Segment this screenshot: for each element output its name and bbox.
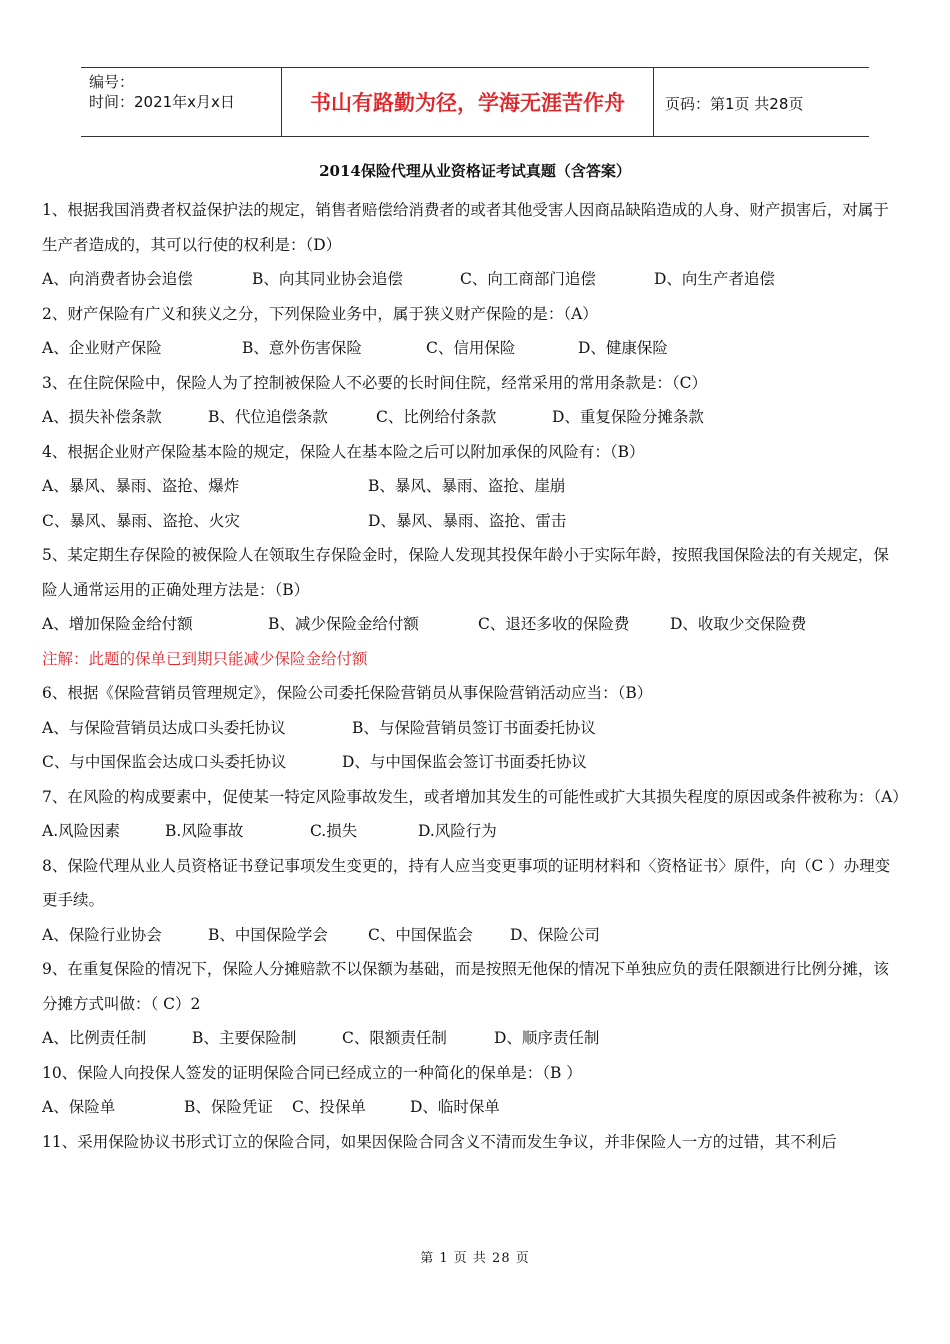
options-row [42, 469, 902, 504]
question-text: 4、根据企业财产保险基本险的规定，保险人在基本险之后可以附加承保的风险有：（B） [42, 442, 645, 461]
options-row [42, 607, 902, 642]
option: A、保险单 [42, 1098, 116, 1116]
option: C、与中国保监会达成口头委托协议 [42, 753, 287, 771]
option: B、与保险营销员签订书面委托协议 [352, 718, 596, 737]
option: D、顺序责任制 [494, 1029, 600, 1047]
question-text: 1、根据我国消费者权益保护法的规定，销售者赔偿给消费者的或者其他受害人因商品缺陷造成的人身、财产损害后，对属于生产者造成的，其可以行使的权利是：（D） [42, 201, 889, 254]
options-row [42, 1090, 902, 1125]
options-row [42, 331, 902, 366]
option: C、中国保监会 [368, 925, 473, 944]
option: D、重复保险分摊条款 [552, 408, 704, 426]
question-text: 6、根据《保险营销员管理规定》，保险公司委托保险营销员从事保险营销活动应当：（B） [42, 684, 653, 702]
document-title: 2014保险代理从业资格证考试真题（含答案） [319, 162, 631, 180]
options-row [42, 918, 902, 953]
option: B、意外伤害保险 [242, 339, 362, 357]
option: C、投保单 [292, 1098, 366, 1116]
header-left-cell [81, 68, 282, 136]
option: A、增加保险金给付额 [42, 615, 193, 633]
page-footer: 第 1 页 共 28 页 [420, 1251, 530, 1266]
option: A、暴风、暴雨、盗抢、爆炸 [42, 477, 240, 495]
option: C、限额责任制 [342, 1029, 447, 1047]
time-label: 时间：2021年x月x日 [89, 93, 235, 111]
options-row [42, 262, 902, 297]
question-text: 3、在住院保险中，保险人为了控制被保险人不必要的长时间住院，经常采用的常用条款是：（C） [42, 373, 707, 392]
option: D、收取少交保险费 [670, 615, 807, 633]
option: C、退还多收的保险费 [478, 615, 630, 633]
question-text: 7、在风险的构成要素中，促使某一特定风险事故发生，或者增加其发生的可能性或扩大其损失程度的原因或条件被称为：（A） [42, 787, 908, 806]
options-row [42, 814, 902, 849]
motto: 书山有路勤为径，学海无涯苦作舟 [282, 68, 654, 136]
option: C、信用保险 [426, 339, 516, 357]
option: B、向其同业协会追偿 [252, 270, 403, 288]
option: A.风险因素 [42, 822, 121, 840]
option: A、企业财产保险 [42, 339, 162, 357]
option: A、保险行业协会 [42, 925, 162, 944]
options-row [42, 711, 902, 746]
option: A、与保险营销员达成口头委托协议 [42, 718, 286, 737]
question-text: 11、采用保险协议书形式订立的保险合同，如果因保险合同含义不清而发生争议，并非保险人一方的过错，其不利后 [42, 1132, 837, 1151]
option: B、暴风、暴雨、盗抢、崖崩 [368, 477, 566, 495]
option: C、比例给付条款 [376, 408, 497, 426]
header-table [81, 67, 869, 137]
option: D、向生产者追偿 [654, 270, 775, 288]
page-code: 页码：第1页 共28页 [665, 95, 804, 113]
options-row [42, 1021, 902, 1056]
option: B、主要保险制 [192, 1029, 297, 1047]
option: D、保险公司 [510, 925, 600, 944]
question-text: 5、某定期生存保险的被保险人在领取生存保险金时，保险人发现其投保年龄小于实际年龄，按照我国保险法的有关规定，保险人通常运用的正确处理方法是：（B） [42, 546, 889, 599]
options-row [42, 504, 902, 539]
question-text: 9、在重复保险的情况下，保险人分摊赔款不以保额为基础，而是按照无他保的情况下单独应负的责任限额进行比例分摊，该分摊方式叫做：（ C）2 [42, 960, 889, 1013]
options-row [42, 745, 902, 780]
question-text: 10、保险人向投保人签发的证明保险合同已经成立的一种简化的保单是：（B ） [42, 1063, 582, 1082]
number-label: 编号： [89, 73, 135, 91]
questions-body [42, 193, 908, 1159]
option: D、临时保单 [410, 1098, 500, 1116]
question-text: 2、财产保险有广义和狭义之分，下列保险业务中，属于狭义财产保险的是：（A） [42, 304, 598, 323]
option: C、向工商部门追偿 [460, 270, 596, 288]
option: D.风险行为 [418, 822, 497, 840]
answer-note: 注解：此题的保单已到期只能减少保险金给付额 [42, 649, 368, 668]
option: C、暴风、暴雨、盗抢、火灾 [42, 511, 240, 530]
question-text: 8、保险代理从业人员资格证书登记事项发生变更的，持有人应当变更事项的证明材料和〈资格证书〉原件，向（C ）办理变更手续。 [42, 856, 891, 909]
option: D、健康保险 [578, 339, 668, 357]
option: A、比例责任制 [42, 1029, 147, 1047]
option: B、代位追偿条款 [208, 408, 328, 426]
option: C.损失 [310, 822, 358, 840]
option: B.风险事故 [165, 822, 244, 840]
option: B、保险凭证 [184, 1098, 273, 1116]
option: B、减少保险金给付额 [268, 615, 419, 633]
option: A、向消费者协会追偿 [42, 270, 193, 288]
option: B、中国保险学会 [208, 925, 328, 944]
option: D、与中国保监会签订书面委托协议 [342, 753, 587, 771]
options-row [42, 400, 902, 435]
option: A、损失补偿条款 [42, 408, 162, 426]
option: D、暴风、暴雨、盗抢、雷击 [368, 511, 567, 530]
